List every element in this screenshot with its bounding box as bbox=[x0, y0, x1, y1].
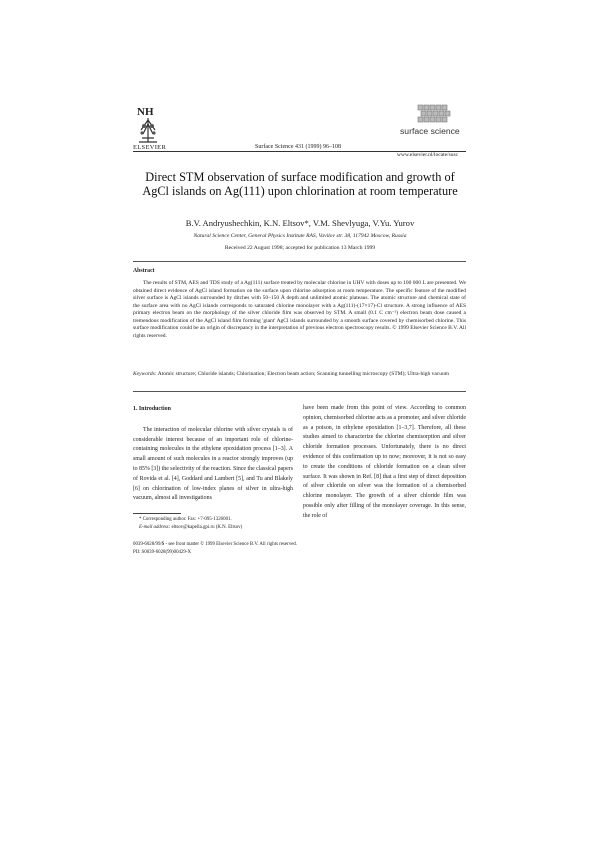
journal-reference: Surface Science 431 (1999) 96–108 bbox=[255, 144, 341, 150]
left-column bbox=[133, 405, 293, 504]
intro-paragraph-right: have been made from this point of view. According to common opinion, chemisorbed chlorine acts as a promoter, and silver chloride as a poison, in ethylene epoxidation [1–3,7]. Therefore, all these studies aimed to characterize the chlorine chemisorption and silver chloride formation processes. Unfortunately, there is no direct evidence of this confirmation up to now; moreover, it is not so easy to create the conditions of chloride formation on a clean silver surface. It was shown in Ref. [8] that a first step of direct deposition of silver chloride on silver was the formation of a chemisorbed chlorine monolayer. The growth of a silver chloride film was possible only after filling of the monolayer coverage. In this sense, the role of bbox=[303, 405, 466, 519]
affiliation: Natural Science Center, General Physics Institute RAS, Vavilov str. 38, 117942 Moscow, Russia bbox=[193, 233, 407, 239]
publisher-name: ELSEVIER bbox=[133, 144, 167, 151]
pii-number: PII: S0039-6028(99)00429-X bbox=[133, 549, 192, 555]
email-line bbox=[133, 524, 293, 532]
keywords-text: Atomic structure; Chloride islands; Chlorination; Electron beam action; Scanning tunnelling microscopy (STM); Ultra-high vacuum bbox=[157, 371, 450, 377]
keywords-label: Keywords: bbox=[133, 371, 157, 377]
email-address: eltsov@kapella.gpi.ru (K.N. Eltsov) bbox=[171, 524, 243, 530]
email-label: E-mail address: bbox=[139, 524, 171, 530]
received-dates: Received 22 August 1998; accepted for publication 13 March 1999 bbox=[224, 245, 376, 251]
abstract-heading: Abstract bbox=[133, 268, 155, 274]
section-heading: 1. Introduction bbox=[133, 406, 171, 412]
abstract-text: The results of STM, AES and TDS study of a Ag(111) surface treated by molecular chlorine in UHV with doses up to 100 000 L are presented. We obtained direct evidence of AgCl island formation on the surface upon chlorine adsorption at room temperature. The specific feature of the modified silver surface is AgCl islands surrounded by ditches with 50–150 Å depth and unlimited atomic plateaus. The atomic structure and chemical state of the surface area with no AgCl islands corresponds to saturated chlorine monolayer with a Ag(111)-(17×17)-Cl structure. A strong influence of AES primary electron beam on the morphology of the silver chloride film was observed by STM. A small (0.1 C cm⁻²) electron beam dose caused a tremendous modification of the AgCl island film forming 'giant' AgCl islands surrounded by a smooth surface covered by chemisorbed chlorine. This surface modification could be an origin of discrepancy in the interpretation of previous electron spectroscopy results. © 1999 Elsevier Science B.V. All rights reserved. bbox=[133, 280, 466, 339]
footnote-rule bbox=[133, 513, 181, 514]
journal-logo-text: surface science bbox=[400, 126, 460, 136]
elsevier-logo bbox=[133, 104, 163, 144]
intro-paragraph-left: The interaction of molecular chlorine with silver crystals is of considerable interest because of an important role of chlorine-containing molecules in the ethylene epoxidation process [1–3]. A small amount of such molecules in a reactor strongly improves (up to 85% [3]) the selectivity of the reaction. Since the classical papers of Rovida et al. [4], Goddard and Lambert [5], and Tu and Blakely [6] on chlorination of low-index planes of silver in ultra-high vacuum, almost all investigations bbox=[133, 426, 293, 502]
footnote bbox=[133, 516, 293, 531]
author-list: B.V. Andryushechkin, K.N. Eltsov*, V.M. Shevlyuga, V.Yu. Yurov bbox=[185, 218, 415, 228]
copyright-notice: 0039-6028/99/$ - see front matter © 1999 Elsevier Science B.V. All rights reserved. bbox=[133, 542, 298, 547]
journal-url: www.elsevier.nl/locate/susc bbox=[397, 152, 459, 158]
corresponding-author: * Corresponding author. Fax: +7-095-1326001. bbox=[139, 517, 232, 522]
nh-mark: NH bbox=[137, 106, 154, 118]
copyright-block bbox=[133, 541, 383, 556]
right-column bbox=[303, 404, 466, 522]
abstract-top-rule bbox=[133, 261, 466, 262]
abstract-bottom-rule bbox=[133, 391, 466, 392]
journal-logo bbox=[396, 103, 468, 147]
paper-title: Direct STM observation of surface modification and growth of AgCl islands on Ag(111) upon chlorination at room temperature bbox=[142, 170, 458, 198]
keywords bbox=[133, 371, 466, 379]
